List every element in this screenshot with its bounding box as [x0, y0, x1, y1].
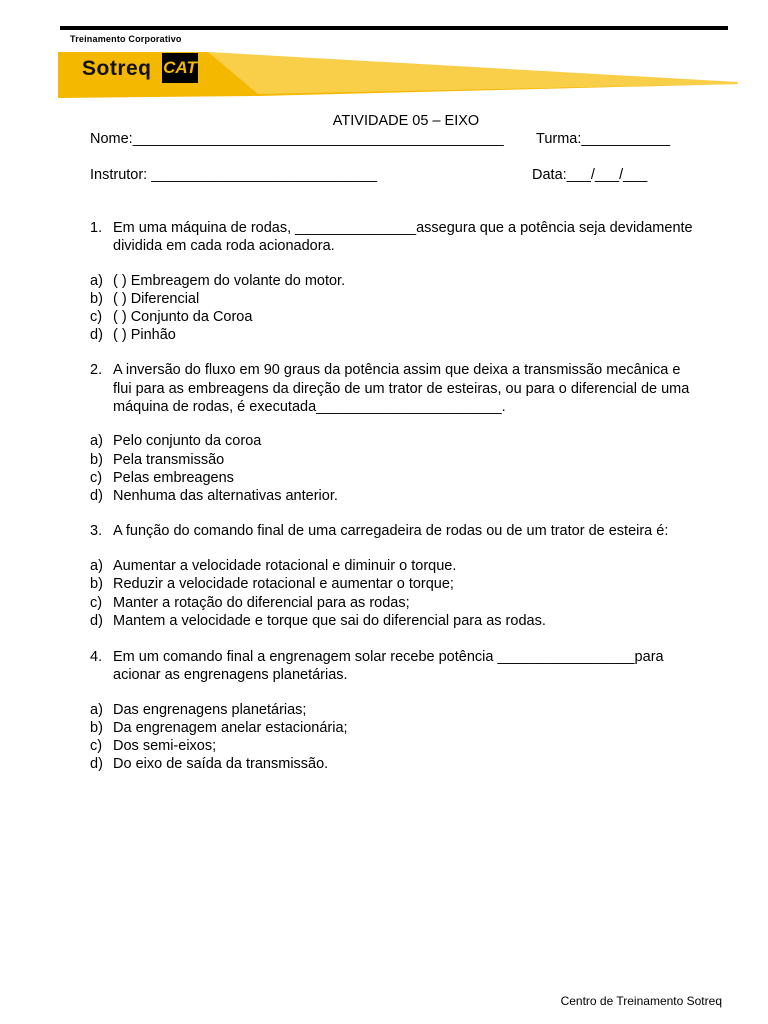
header-rule: [60, 26, 728, 30]
question-text: A inversão do fluxo em 90 graus da potência assim que deixa a transmissão mecânica e: [113, 362, 681, 378]
corporate-label: Treinamento Corporativo: [70, 34, 182, 44]
option-text: Das engrenagens planetárias;: [113, 702, 307, 718]
question-text: Em um comando final a engrenagem solar recebe potência _________________para: [113, 649, 664, 665]
option-text: Aumentar a velocidade rotacional e diminuir o torque.: [113, 558, 457, 574]
option-letter: d): [90, 613, 103, 629]
page-title: ATIVIDADE 05 – EIXO: [332, 113, 480, 129]
option-letter: b): [90, 720, 103, 736]
option-text: Dos semi-eixos;: [113, 738, 217, 754]
option-text: ( ) Conjunto da Coroa: [113, 309, 253, 325]
option-text: ( ) Diferencial: [113, 291, 200, 307]
question-text: acionar as engrenagens planetárias.: [113, 667, 348, 683]
turma-field: Turma:___________: [536, 131, 671, 147]
option-text: Nenhuma das alternativas anterior.: [113, 488, 338, 504]
option-text: Manter a rotação do diferencial para as rodas;: [113, 595, 410, 611]
question-number: 3.: [90, 523, 103, 539]
cat-logo: CAT: [162, 53, 198, 83]
option-text: ( ) Embreagem do volante do motor.: [113, 273, 346, 289]
option-text: Mantem a velocidade e torque que sai do diferencial para as rodas.: [113, 613, 546, 629]
question-number: 1.: [90, 220, 103, 236]
option-letter: b): [90, 452, 103, 468]
option-letter: a): [90, 433, 103, 449]
question-text: A função do comando final de uma carregadeira de rodas ou de um trator de esteira é:: [113, 523, 669, 539]
question-text: Em uma máquina de rodas, _______________assegura que a potência seja devidamente: [113, 220, 693, 236]
option-text: Do eixo de saída da transmissão.: [113, 756, 329, 772]
option-letter: d): [90, 327, 103, 343]
question-text: dividida em cada roda acionadora.: [113, 238, 335, 254]
question-text: máquina de rodas, é executada_______________________.: [113, 399, 506, 415]
option-text: Reduzir a velocidade rotacional e aumentar o torque;: [113, 576, 454, 592]
question-number: 2.: [90, 362, 103, 378]
option-letter: a): [90, 702, 103, 718]
option-letter: c): [90, 595, 103, 611]
option-letter: c): [90, 738, 103, 754]
option-letter: d): [90, 756, 103, 772]
option-text: Da engrenagem anelar estacionária;: [113, 720, 348, 736]
option-letter: d): [90, 488, 103, 504]
option-letter: a): [90, 558, 103, 574]
option-text: ( ) Pinhão: [113, 327, 176, 343]
footer-text: Centro de Treinamento Sotreq: [560, 994, 722, 1008]
nome-field: Nome:______________________________________________: [90, 131, 504, 147]
option-text: Pela transmissão: [113, 452, 225, 468]
option-letter: b): [90, 291, 103, 307]
option-letter: a): [90, 273, 103, 289]
instrutor-field: Instrutor: ____________________________: [90, 167, 378, 183]
option-letter: c): [90, 470, 103, 486]
option-text: Pelo conjunto da coroa: [113, 433, 262, 449]
question-number: 4.: [90, 649, 103, 665]
brand-name: Sotreq: [82, 57, 152, 80]
question-text: flui para as embreagens da direção de um trator de esteiras, ou para o diferencial de uma: [113, 381, 690, 397]
data-field: Data:___/___/___: [532, 167, 648, 183]
option-letter: b): [90, 576, 103, 592]
option-letter: c): [90, 309, 103, 325]
header-banner: [58, 44, 738, 100]
option-text: Pelas embreagens: [113, 470, 234, 486]
